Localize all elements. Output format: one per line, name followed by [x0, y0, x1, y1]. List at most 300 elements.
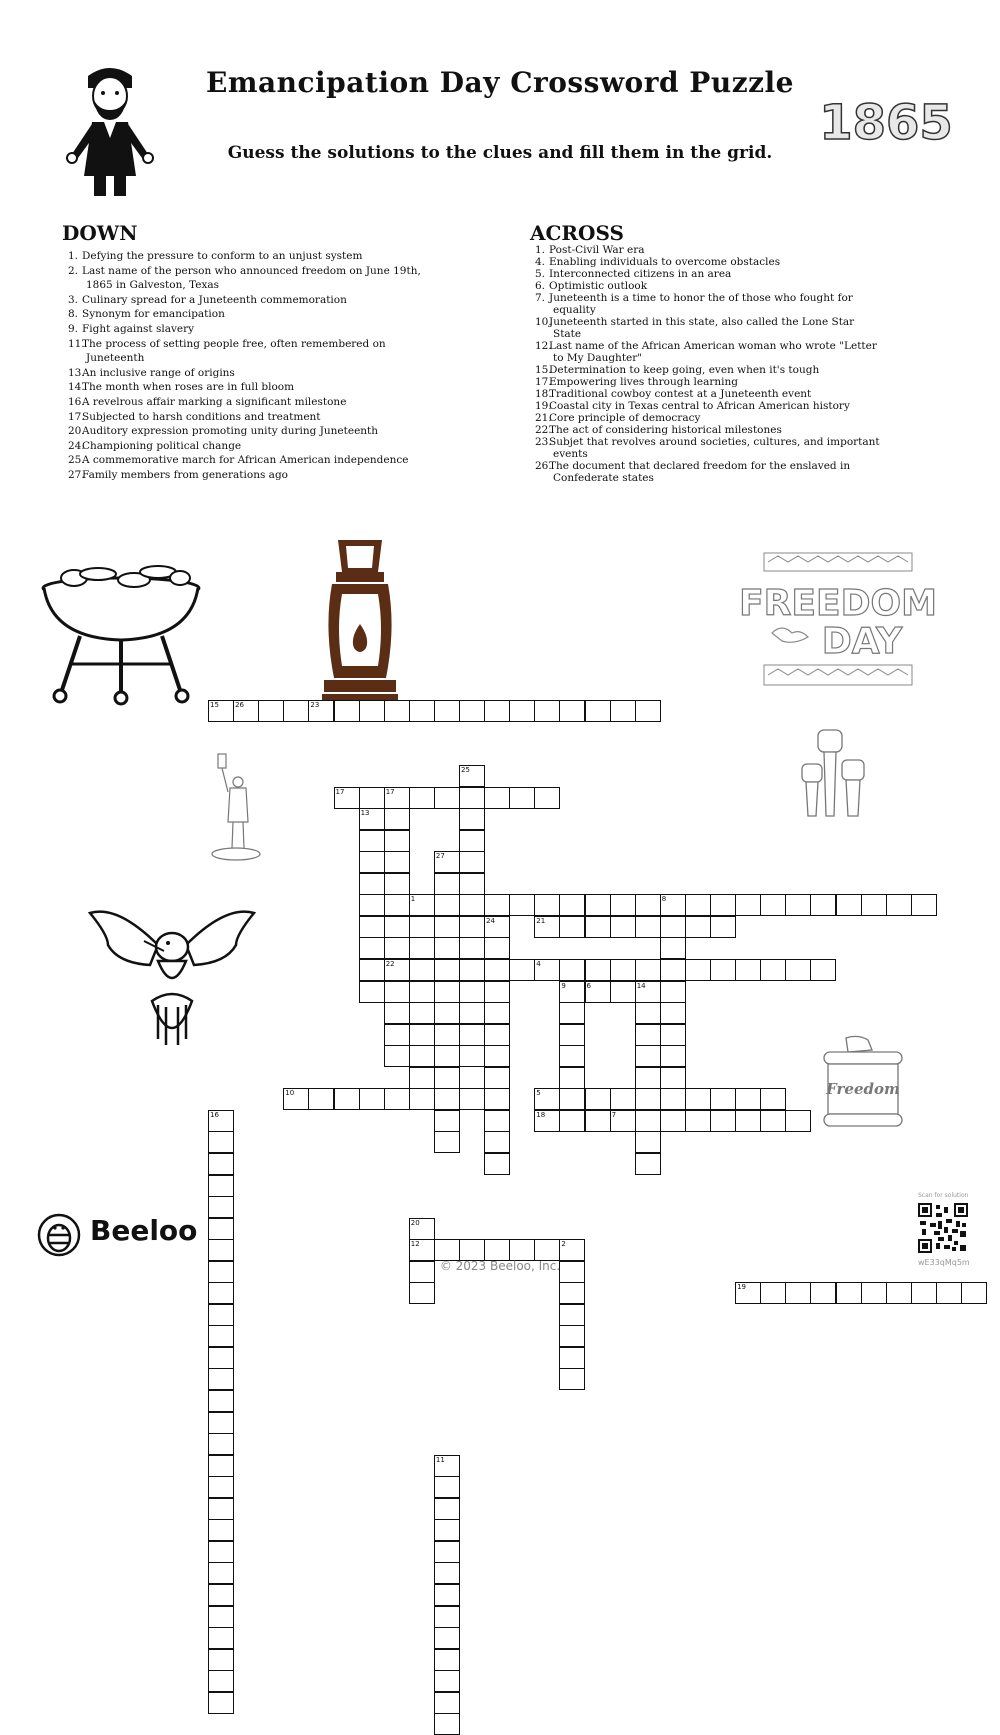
down-clue-number: 16. [68, 395, 85, 408]
grid-cell[interactable] [484, 1110, 510, 1132]
grid-cell[interactable] [409, 894, 435, 916]
grid-cell[interactable] [409, 1002, 435, 1024]
grid-cell[interactable] [760, 959, 786, 981]
grid-cell[interactable] [434, 1627, 460, 1649]
grid-cell[interactable] [559, 894, 585, 916]
grid-cell[interactable] [334, 787, 360, 809]
down-clue-number: 1. [68, 250, 79, 262]
across-clue [535, 364, 880, 376]
grid-cell[interactable] [484, 981, 510, 1003]
grid-cell[interactable] [559, 981, 585, 1003]
grid-clue-number: 15 [210, 701, 219, 710]
down-clue-number: 27. [68, 468, 85, 481]
grid-cell[interactable] [334, 700, 360, 722]
grid-cell[interactable] [459, 851, 485, 873]
grid-cell[interactable] [384, 1088, 410, 1110]
grid-cell[interactable] [359, 959, 385, 981]
grid-cell[interactable] [484, 1024, 510, 1046]
grid-cell[interactable] [434, 981, 460, 1003]
grid-cell[interactable] [484, 959, 510, 981]
grid-cell[interactable] [509, 1239, 535, 1261]
grid-cell[interactable] [635, 700, 661, 722]
grid-cell[interactable] [459, 1002, 485, 1024]
grid-cell[interactable] [359, 700, 385, 722]
grid-clue-number: 18 [536, 1110, 546, 1119]
grid-cell[interactable] [359, 1088, 385, 1110]
grid-cell[interactable] [685, 916, 711, 938]
grid-cell[interactable] [459, 1239, 485, 1261]
grid-cell[interactable] [635, 981, 661, 1003]
grid-cell[interactable] [660, 894, 686, 916]
grid-cell[interactable] [484, 1239, 510, 1261]
grid-cell[interactable] [208, 1627, 234, 1649]
grid-cell[interactable] [384, 894, 410, 916]
grid-cell[interactable] [961, 1282, 987, 1304]
grid-cell[interactable] [384, 981, 410, 1003]
grid-cell[interactable] [384, 1002, 410, 1024]
grid-cell[interactable] [559, 1088, 585, 1110]
grid-cell[interactable] [434, 1024, 460, 1046]
grid-cell[interactable] [911, 1282, 937, 1304]
grid-clue-number: 12 [410, 1240, 420, 1249]
across-clue-text: Juneteenth started in this state, also called the Lone Star State [549, 316, 855, 340]
grid-cell[interactable] [810, 894, 836, 916]
grid-cell[interactable] [484, 1131, 510, 1153]
grid-cell[interactable] [685, 1110, 711, 1132]
grid-cell[interactable] [559, 1002, 585, 1024]
grid-clue-number: 20 [410, 1218, 420, 1227]
grid-cell[interactable] [810, 1282, 836, 1304]
across-clue [535, 292, 880, 316]
across-clue [535, 388, 880, 400]
grid-cell[interactable] [735, 1088, 761, 1110]
grid-cell[interactable] [434, 1045, 460, 1067]
grid-cell[interactable] [409, 1239, 435, 1261]
grid-cell[interactable] [484, 787, 510, 809]
grid-cell[interactable] [735, 894, 761, 916]
grid-cell[interactable] [434, 873, 460, 895]
across-clue-text: Core principle of democracy [549, 412, 701, 424]
grid-clue-number: 27 [435, 852, 445, 861]
down-clue-text: Championing political change [82, 439, 242, 452]
grid-cell[interactable] [635, 916, 661, 938]
grid-cell[interactable] [635, 1110, 661, 1132]
grid-cell[interactable] [610, 916, 636, 938]
across-clue-text: The act of considering historical milestones [549, 424, 782, 436]
grid-cell[interactable] [434, 1110, 460, 1132]
grid-cell[interactable] [861, 894, 887, 916]
grid-cell[interactable] [585, 1110, 611, 1132]
grid-cell[interactable] [208, 1541, 234, 1563]
grid-clue-number: 11 [435, 1455, 445, 1464]
grid-cell[interactable] [434, 1713, 460, 1735]
grid-cell[interactable] [559, 1045, 585, 1067]
grid-cell[interactable] [208, 1649, 234, 1671]
across-clue-text: Coastal city in Texas central to African American history [549, 400, 850, 412]
grid-cell[interactable] [534, 787, 560, 809]
grid-cell[interactable] [359, 981, 385, 1003]
grid-cell[interactable] [785, 1110, 811, 1132]
grid-cell[interactable] [610, 700, 636, 722]
grid-cell[interactable] [434, 1606, 460, 1628]
grid-cell[interactable] [308, 1088, 334, 1110]
grid-cell[interactable] [434, 959, 460, 981]
down-clue-text: Auditory expression promoting unity during Juneteenth [82, 425, 379, 438]
grid-cell[interactable] [660, 1045, 686, 1067]
grid-cell[interactable] [585, 894, 611, 916]
grid-cell[interactable] [459, 808, 485, 830]
grid-cell[interactable] [359, 787, 385, 809]
down-clue-text: An inclusive range of origins [82, 366, 235, 379]
grid-cell[interactable] [459, 830, 485, 852]
grid-cell[interactable] [710, 894, 736, 916]
grid-cell[interactable] [810, 959, 836, 981]
grid-cell[interactable] [384, 808, 410, 830]
grid-cell[interactable] [660, 1067, 686, 1089]
grid-cell[interactable] [534, 700, 560, 722]
grid-cell[interactable] [610, 894, 636, 916]
grid-cell[interactable] [434, 1562, 460, 1584]
grid-cell[interactable] [559, 1239, 585, 1261]
across-clue [535, 424, 880, 436]
grid-cell[interactable] [459, 916, 485, 938]
grid-cell[interactable] [334, 1088, 360, 1110]
grid-cell[interactable] [434, 851, 460, 873]
grid-cell[interactable] [434, 1692, 460, 1714]
grid-cell[interactable] [534, 1088, 560, 1110]
grid-cell[interactable] [660, 1088, 686, 1110]
across-clue-text: Traditional cowboy contest at a Juneteenth event [549, 388, 812, 400]
grid-cell[interactable] [434, 1067, 460, 1089]
grid-cell[interactable] [836, 894, 862, 916]
down-clue-number: 2. [68, 264, 79, 277]
grid-cell[interactable] [559, 916, 585, 938]
grid-cell[interactable] [208, 1584, 234, 1606]
grid-cell[interactable] [409, 1024, 435, 1046]
grid-cell[interactable] [710, 916, 736, 938]
grid-cell[interactable] [735, 1282, 761, 1304]
grid-cell[interactable] [610, 1088, 636, 1110]
grid-cell[interactable] [409, 1218, 435, 1240]
grid-cell[interactable] [484, 916, 510, 938]
grid-cell[interactable] [585, 981, 611, 1003]
grid-cell[interactable] [434, 1541, 460, 1563]
grid-clue-number: 21 [536, 916, 546, 925]
grid-cell[interactable] [710, 959, 736, 981]
grid-cell[interactable] [409, 700, 435, 722]
grid-clue-number: 26 [235, 701, 245, 710]
grid-cell[interactable] [484, 1045, 510, 1067]
grid-cell[interactable] [660, 1110, 686, 1132]
grid-cell[interactable] [208, 1412, 234, 1434]
grid-cell[interactable] [384, 959, 410, 981]
grid-cell[interactable] [534, 959, 560, 981]
grid-cell[interactable] [484, 1088, 510, 1110]
grid-cell[interactable] [233, 700, 259, 722]
down-clue-number: 8. [68, 308, 79, 321]
grid-cell[interactable] [208, 700, 234, 722]
grid-cell[interactable] [660, 937, 686, 959]
grid-cell[interactable] [534, 894, 560, 916]
grid-cell[interactable] [434, 1649, 460, 1671]
grid-cell[interactable] [384, 916, 410, 938]
grid-cell[interactable] [785, 959, 811, 981]
grid-cell[interactable] [660, 959, 686, 981]
grid-cell[interactable] [459, 873, 485, 895]
grid-cell[interactable] [585, 916, 611, 938]
grid-cell[interactable] [434, 787, 460, 809]
grid-cell[interactable] [409, 1282, 435, 1304]
grid-cell[interactable] [409, 1067, 435, 1089]
grid-cell[interactable] [384, 937, 410, 959]
across-clue-number: 23. [535, 436, 552, 448]
down-clue-number: 20. [68, 425, 85, 438]
grid-cell[interactable] [635, 1067, 661, 1089]
grid-cell[interactable] [534, 1110, 560, 1132]
grid-cell[interactable] [459, 937, 485, 959]
across-clue-number: 6. [535, 280, 546, 292]
grid-cell[interactable] [208, 1325, 234, 1347]
grid-clue-number: 5 [536, 1089, 541, 1098]
across-clue [535, 400, 880, 412]
grid-cell[interactable] [208, 1433, 234, 1455]
grid-cell[interactable] [208, 1239, 234, 1261]
grid-cell[interactable] [861, 1282, 887, 1304]
grid-cell[interactable] [384, 1024, 410, 1046]
grid-cell[interactable] [886, 894, 912, 916]
grid-cell[interactable] [660, 981, 686, 1003]
across-clue [535, 268, 880, 280]
grid-cell[interactable] [208, 1282, 234, 1304]
grid-cell[interactable] [660, 1024, 686, 1046]
grid-cell[interactable] [434, 1131, 460, 1153]
grid-cell[interactable] [509, 700, 535, 722]
grid-cell[interactable] [409, 937, 435, 959]
grid-cell[interactable] [283, 700, 309, 722]
grid-cell[interactable] [208, 1218, 234, 1240]
grid-cell[interactable] [559, 1368, 585, 1390]
down-clue-text: Subjected to harsh conditions and treatment [82, 410, 321, 423]
day-text: DAY [821, 621, 903, 662]
grid-cell[interactable] [610, 1110, 636, 1132]
grid-cell[interactable] [936, 1282, 962, 1304]
grid-cell[interactable] [459, 959, 485, 981]
grid-cell[interactable] [635, 894, 661, 916]
grid-cell[interactable] [434, 1088, 460, 1110]
grid-cell[interactable] [434, 700, 460, 722]
grid-cell[interactable] [434, 1239, 460, 1261]
grid-cell[interactable] [208, 1347, 234, 1369]
grid-cell[interactable] [359, 808, 385, 830]
grid-cell[interactable] [208, 1670, 234, 1692]
grid-cell[interactable] [509, 959, 535, 981]
grid-cell[interactable] [409, 981, 435, 1003]
grid-cell[interactable] [359, 937, 385, 959]
grid-clue-number: 17 [385, 787, 395, 796]
grid-cell[interactable] [434, 1476, 460, 1498]
across-clue-number: 22. [535, 424, 552, 436]
grid-cell[interactable] [283, 1088, 309, 1110]
grid-cell[interactable] [559, 1347, 585, 1369]
grid-cell[interactable] [685, 1088, 711, 1110]
grid-cell[interactable] [459, 765, 485, 787]
grid-cell[interactable] [886, 1282, 912, 1304]
grid-cell[interactable] [434, 1519, 460, 1541]
grid-cell[interactable] [585, 700, 611, 722]
grid-cell[interactable] [409, 916, 435, 938]
grid-cell[interactable] [434, 937, 460, 959]
grid-cell[interactable] [459, 1045, 485, 1067]
grid-cell[interactable] [685, 959, 711, 981]
grid-cell[interactable] [635, 959, 661, 981]
grid-cell[interactable] [635, 1153, 661, 1175]
grid-cell[interactable] [384, 851, 410, 873]
grid-cell[interactable] [384, 830, 410, 852]
grid-cell[interactable] [434, 916, 460, 938]
beeloo-logo [36, 1213, 82, 1257]
grid-cell[interactable] [208, 1562, 234, 1584]
grid-cell[interactable] [911, 894, 937, 916]
grid-cell[interactable] [409, 1045, 435, 1067]
year-badge-1865 [818, 95, 954, 151]
grid-cell[interactable] [534, 1239, 560, 1261]
grid-cell[interactable] [610, 981, 636, 1003]
grid-cell[interactable] [359, 851, 385, 873]
freedom-day-illustration [739, 553, 937, 689]
grid-cell[interactable] [760, 1110, 786, 1132]
grid-cell[interactable] [509, 894, 535, 916]
grid-cell[interactable] [559, 1282, 585, 1304]
grid-cell[interactable] [359, 894, 385, 916]
grid-cell[interactable] [484, 937, 510, 959]
grid-cell[interactable] [484, 700, 510, 722]
grid-cell[interactable] [585, 959, 611, 981]
grid-cell[interactable] [208, 1196, 234, 1218]
grid-cell[interactable] [434, 1002, 460, 1024]
grid-cell[interactable] [459, 894, 485, 916]
grid-cell[interactable] [585, 1088, 611, 1110]
grid-cell[interactable] [208, 1131, 234, 1153]
grid-clue-number: 23 [310, 701, 320, 710]
grid-cell[interactable] [434, 894, 460, 916]
grid-cell[interactable] [208, 1368, 234, 1390]
grid-cell[interactable] [484, 1153, 510, 1175]
grid-cell[interactable] [359, 873, 385, 895]
grid-cell[interactable] [384, 700, 410, 722]
grid-cell[interactable] [384, 873, 410, 895]
grid-cell[interactable] [610, 959, 636, 981]
grid-cell[interactable] [635, 1002, 661, 1024]
grid-cell[interactable] [660, 916, 686, 938]
grid-cell[interactable] [208, 1692, 234, 1714]
grid-cell[interactable] [559, 700, 585, 722]
grid-cell[interactable] [635, 1088, 661, 1110]
grid-cell[interactable] [559, 1067, 585, 1089]
grid-cell[interactable] [735, 1110, 761, 1132]
grid-cell[interactable] [459, 700, 485, 722]
grid-cell[interactable] [208, 1110, 234, 1132]
grid-cell[interactable] [559, 1024, 585, 1046]
grid-cell[interactable] [308, 700, 334, 722]
down-clue-number: 14. [68, 381, 85, 394]
across-clue-text: Interconnected citizens in an area [549, 268, 732, 280]
grid-cell[interactable] [710, 1088, 736, 1110]
grid-cell[interactable] [635, 1045, 661, 1067]
grid-cell[interactable] [760, 1282, 786, 1304]
grid-cell[interactable] [785, 894, 811, 916]
grid-cell[interactable] [710, 1110, 736, 1132]
grid-cell[interactable] [208, 1455, 234, 1477]
grid-cell[interactable] [559, 1325, 585, 1347]
grid-cell[interactable] [208, 1153, 234, 1175]
grid-cell[interactable] [836, 1282, 862, 1304]
grid-clue-number: 24 [486, 916, 496, 925]
brand-name: Beeloo [90, 1214, 198, 1247]
down-clue-number: 3. [68, 293, 79, 306]
grid-cell[interactable] [484, 1067, 510, 1089]
grid-cell[interactable] [459, 787, 485, 809]
grid-cell[interactable] [785, 1282, 811, 1304]
grid-cell[interactable] [208, 1606, 234, 1628]
grid-cell[interactable] [384, 787, 410, 809]
grid-cell[interactable] [559, 959, 585, 981]
grid-cell[interactable] [509, 787, 535, 809]
grid-cell[interactable] [459, 1024, 485, 1046]
grid-cell[interactable] [208, 1498, 234, 1520]
grid-cell[interactable] [208, 1476, 234, 1498]
grid-cell[interactable] [660, 1002, 686, 1024]
qr-code-icon[interactable] [918, 1203, 968, 1253]
grid-cell[interactable] [208, 1390, 234, 1412]
grid-cell[interactable] [459, 1088, 485, 1110]
grid-cell[interactable] [635, 1131, 661, 1153]
grid-cell[interactable] [484, 894, 510, 916]
grid-cell[interactable] [208, 1175, 234, 1197]
across-clue-text: Juneteenth is a time to honor the of those who fought for equality [549, 292, 853, 316]
grid-cell[interactable] [409, 959, 435, 981]
grid-cell[interactable] [559, 1110, 585, 1132]
grid-cell[interactable] [760, 1088, 786, 1110]
down-heading: DOWN [62, 221, 138, 245]
grid-cell[interactable] [685, 894, 711, 916]
grid-cell[interactable] [459, 981, 485, 1003]
grid-cell[interactable] [635, 1024, 661, 1046]
grid-cell[interactable] [384, 1045, 410, 1067]
grid-cell[interactable] [359, 916, 385, 938]
grid-cell[interactable] [434, 1455, 460, 1477]
grid-cell[interactable] [434, 1670, 460, 1692]
grid-cell[interactable] [735, 959, 761, 981]
grid-cell[interactable] [484, 1002, 510, 1024]
grid-cell[interactable] [559, 1304, 585, 1326]
grid-cell[interactable] [760, 894, 786, 916]
grid-cell[interactable] [434, 1498, 460, 1520]
grid-cell[interactable] [409, 1088, 435, 1110]
down-clue [68, 249, 438, 264]
grid-cell[interactable] [208, 1304, 234, 1326]
across-clue-list [535, 244, 880, 484]
grid-cell[interactable] [434, 1584, 460, 1606]
grid-cell[interactable] [258, 700, 284, 722]
grid-cell[interactable] [208, 1519, 234, 1541]
down-clue-text: The process of setting people free, often remembered on Juneteenth [82, 337, 386, 365]
grid-clue-number: 17 [335, 787, 345, 796]
across-clue [535, 412, 880, 424]
grid-cell[interactable] [409, 787, 435, 809]
grid-cell[interactable] [534, 916, 560, 938]
down-clue [68, 468, 438, 483]
grid-cell[interactable] [359, 830, 385, 852]
